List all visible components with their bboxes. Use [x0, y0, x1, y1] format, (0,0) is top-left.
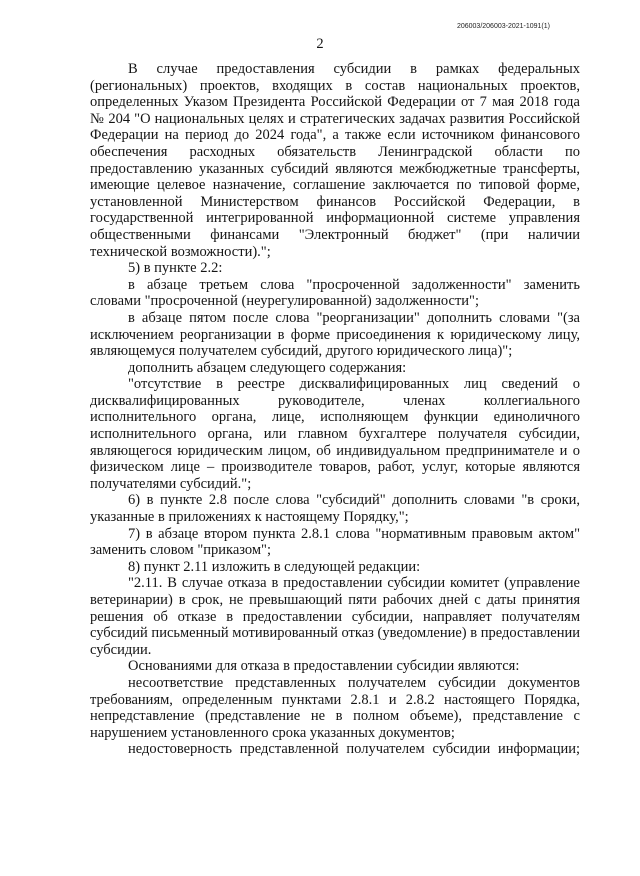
paragraph-item-5-abz5: в абзаце пятом после слова "реорганизации" дополнить словами "(за исключением реорганизации в форме присоединения к юридическому лицу, являющемуся получателем субсидий, другого юридического лица)"; [90, 309, 580, 360]
paragraph-item-6: 6) в пункте 2.8 после слова "субсидий" дополнить словами "в сроки, указанные в приложениях к настоящему Порядку,"; [90, 492, 580, 526]
paragraph-item-7: 7) в абзаце втором пункта 2.8.1 слова "нормативным правовым актом" заменить словом "приказом"; [90, 525, 580, 559]
paragraph-ground-unreliable: недостоверность представленной получателем субсидии информации; [128, 741, 580, 758]
paragraph-add-abzac: дополнить абзацем следующего содержания: [128, 359, 407, 376]
paragraph-refusal-2-11: "2.11. В случае отказа в предоставлении субсидии комитет (управление ветеринарии) в срок, не превышающий пяти рабочих дней с даты принятия решения об отказе в предоставлении субсидии, направляет получателям субсидий письменный мотивированный отказ (уведомление) в предоставлении субсидии. [90, 575, 580, 658]
paragraph-disqualified-registry: "отсутствие в реестре дисквалифицированных лиц сведений о дисквалифицированных руководителе, членах коллегиального исполнительного органа, лице, исполняющем функции единоличного исполнительного органа, или главном бухгалтере получателя субсидии, являющегося юридическим лицом, об индивидуальном предпринимателе и о физическом лице – производителе товаров, работ, услуг, которые являются получателями субсидий."; [90, 376, 580, 492]
paragraph-refusal-grounds: Основаниями для отказа в предоставлении субсидии являются: [128, 658, 520, 675]
paragraph-subsidy-agreement: В случае предоставления субсидии в рамках федеральных (региональных) проектов, входящих в состав национальных проектов, определенных Указом Президента Российской Федерации от 7 мая 2018 года № 204 "О национальных целях и стратегических задачах развития Российской Федерации на период до 2024 года", а также если источником финансового обеспечения расходных обязательств Ленинградской области по предоставлению указанных субсидий являются межбюджетные трансферты, имеющие целевое назначение, соглашение заключается по типовой форме, установленной Министерством финансов Российской Федерации, в государственной интегрированной информационной системе управления общественными финансами "Электронный бюджет" (при наличии технической возможности)."; [90, 61, 580, 260]
paragraph-item-5: 5) в пункте 2.2: [128, 260, 223, 277]
document-id: 206003/206003-2021-1091(1) [456, 23, 550, 30]
paragraph-ground-nonconformity: несоответствие представленных получателем субсидии документов требованиям, определенным пунктами 2.8.1 и 2.8.2 настоящего Порядка, непредставление (представление не в полном объеме), представление с нарушением установленного срока указанных документов; [90, 674, 580, 741]
paragraph-item-8: 8) пункт 2.11 изложить в следующей редакции: [128, 558, 421, 575]
page-number: 2 [316, 36, 324, 52]
paragraph-item-5-abz3: в абзаце третьем слова "просроченной задолженности" заменить словами "просроченной (неурегулированной) задолженности"; [90, 276, 580, 310]
document-body [90, 61, 580, 758]
